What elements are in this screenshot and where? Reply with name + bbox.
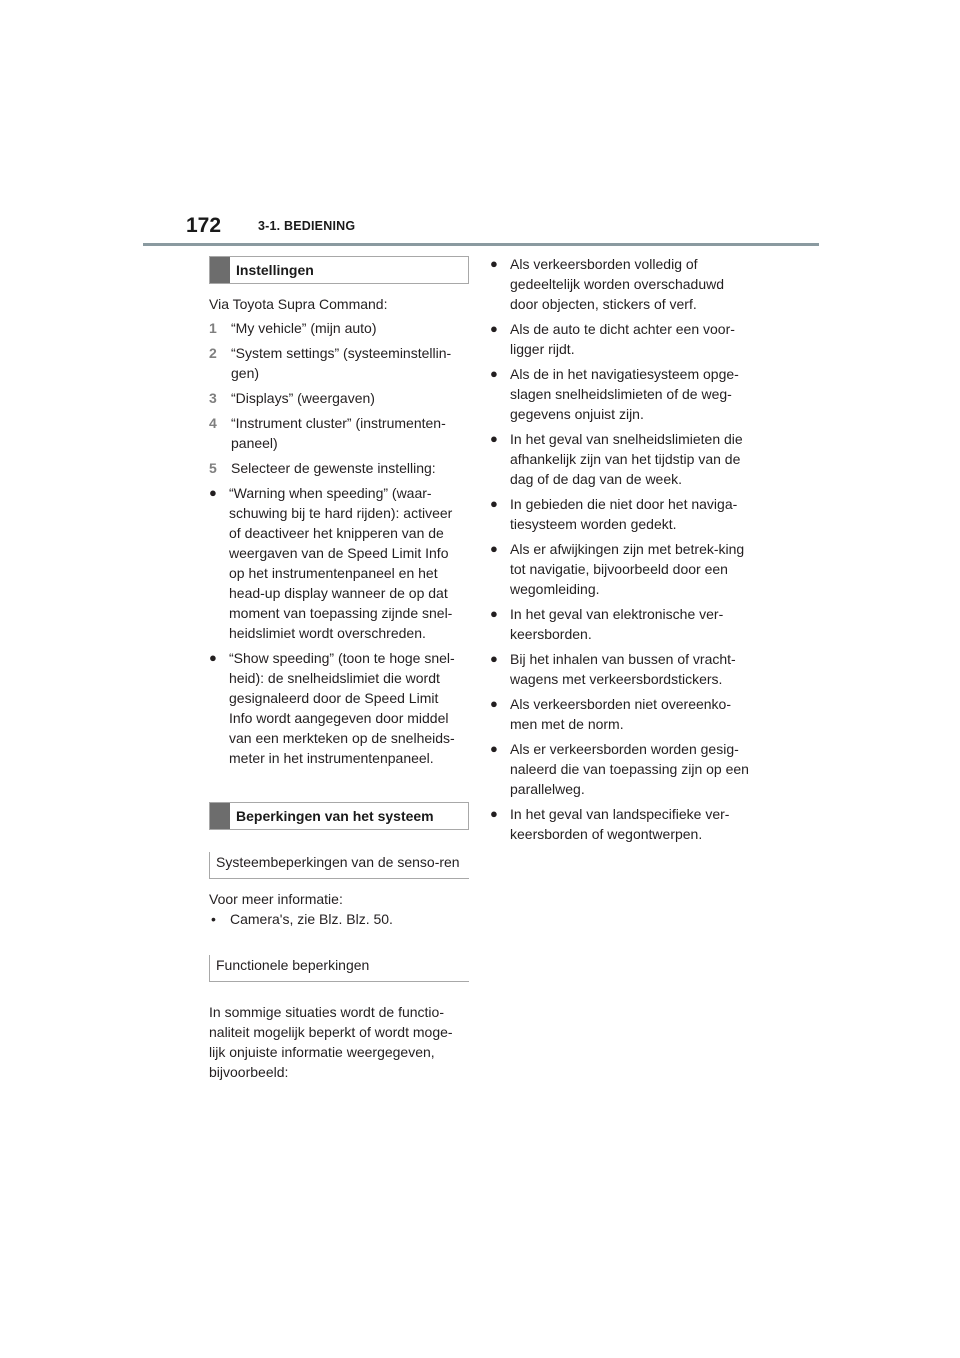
bullet-text: Als er afwijkingen zijn met betrek-king tot navigatie, bijvoorbeeld door een wegomleiding. xyxy=(510,541,745,597)
page-number: 172 xyxy=(186,214,222,237)
bullet-dot-icon: ● xyxy=(490,741,498,756)
step-1 xyxy=(209,318,449,338)
bullet-text: In het geval van elektronische ver-keersborden. xyxy=(510,606,724,642)
camera-reference-text: Camera's, zie Blz. Blz. 50. xyxy=(230,911,393,927)
bullet-text: Als de auto te dicht achter een voor-ligger rijdt. xyxy=(510,321,735,357)
list-dot-icon: • xyxy=(211,911,216,927)
bullet-item xyxy=(490,254,745,314)
bullet-dot-icon: ● xyxy=(490,366,498,381)
camera-reference xyxy=(209,909,469,929)
settings-heading xyxy=(209,256,469,284)
bullet-item xyxy=(490,694,745,734)
bullet-text: Als verkeersborden niet overeenko-men met de norm. xyxy=(510,696,732,732)
bullet-item xyxy=(490,804,745,844)
bullet-dot-icon: ● xyxy=(490,431,498,446)
step-text: Selecteer de gewenste instelling: xyxy=(231,460,436,476)
bullet-dot-icon: ● xyxy=(490,696,498,711)
bullet-item xyxy=(490,429,745,489)
step-number: 1 xyxy=(209,320,217,336)
bullet-text: “Warning when speeding” (waar-schuwing bij te hard rijden): activeer of deactiveer het knipperen van de weergaven van de Speed Limit Info op het instrumentenpaneel en het head-up display wanneer de op dat moment van toepassing zijnde snel-heidslimiet wordt overschreden. xyxy=(229,485,453,641)
bullet-item xyxy=(490,649,752,689)
bullet-dot-icon: ● xyxy=(209,485,217,500)
heading-marker xyxy=(210,803,230,829)
bullet-item xyxy=(490,739,752,799)
header-rule xyxy=(143,243,819,246)
step-text: “Displays” (weergaven) xyxy=(231,390,375,406)
bullet-dot-icon: ● xyxy=(490,321,498,336)
functional-limits-subhead: Functionele beperkingen xyxy=(209,955,469,982)
more-info-text: Voor meer informatie: xyxy=(209,891,343,907)
bullet-item xyxy=(490,604,745,644)
step-2 xyxy=(209,343,454,383)
bullet-dot-icon: ● xyxy=(209,650,217,665)
intro-text: Via Toyota Supra Command: xyxy=(209,296,388,312)
step-3 xyxy=(209,388,469,408)
step-text: “Instrument cluster” (instrumenten-paneel) xyxy=(231,415,446,451)
bullet-text: Als er verkeersborden worden gesig-naleerd die van toepassing zijn op een parallelweg. xyxy=(510,741,749,797)
sensor-limits-subhead: Systeembeperkingen van de senso-ren xyxy=(209,852,469,879)
bullet-item xyxy=(490,539,745,599)
bullet-item xyxy=(490,494,752,534)
right-column xyxy=(490,254,760,844)
bullet-dot-icon: ● xyxy=(490,256,498,271)
section-title: 3-1. BEDIENING xyxy=(258,219,356,233)
settings-heading-text: Instellingen xyxy=(236,262,314,278)
step-5 xyxy=(209,458,469,478)
bullet-text: “Show speeding” (toon te hoge snel-heid): de snelheidslimiet die wordt gesignaleerd door de Speed Limit Info wordt aangegeven door middel van een merkteken op de snelheids-meter in het instrumentenpaneel. xyxy=(229,650,455,766)
bullet-item xyxy=(490,319,750,359)
step-4 xyxy=(209,413,459,453)
step-number: 2 xyxy=(209,345,217,361)
step-number: 3 xyxy=(209,390,217,406)
bullet-text: In het geval van snelheidslimieten die afhankelijk zijn van het tijdstip van de dag of de dag van de week. xyxy=(510,431,743,487)
bullet-dot-icon: ● xyxy=(490,806,498,821)
left-column xyxy=(209,256,469,1082)
bullet-dot-icon: ● xyxy=(490,606,498,621)
bullet-item xyxy=(490,364,752,424)
bullet-text: In gebieden die niet door het naviga-tiesysteem worden gedekt. xyxy=(510,496,738,532)
limits-heading-text: Beperkingen van het systeem xyxy=(236,808,434,824)
bullet-text: Als de in het navigatiesysteem opge-slagen snelheidslimieten of de weg-gegevens onjuist zijn. xyxy=(510,366,739,422)
step-text: “System settings” (systeeminstellin-gen) xyxy=(231,345,452,381)
step-text: “My vehicle” (mijn auto) xyxy=(231,320,377,336)
step-number: 5 xyxy=(209,460,217,476)
limits-heading xyxy=(209,802,469,830)
heading-marker xyxy=(210,257,230,283)
step-number: 4 xyxy=(209,415,217,431)
bullet-item xyxy=(209,483,465,643)
bullet-dot-icon: ● xyxy=(490,651,498,666)
bullet-dot-icon: ● xyxy=(490,541,498,556)
bullet-text: In het geval van landspecifieke ver-keersborden of wegontwerpen. xyxy=(510,806,730,842)
situations-text: In sommige situaties wordt de functio-naliteit mogelijk beperkt of wordt moge-lijk onjuiste informatie weergegeven, bijvoorbeeld: xyxy=(209,1004,453,1080)
bullet-item xyxy=(209,648,465,768)
bullet-dot-icon: ● xyxy=(490,496,498,511)
bullet-text: Bij het inhalen van bussen of vracht-wagens met verkeersbordstickers. xyxy=(510,651,736,687)
bullet-text: Als verkeersborden volledig of gedeeltelijk worden overschaduwd door objecten, stickers of verf. xyxy=(510,256,725,312)
